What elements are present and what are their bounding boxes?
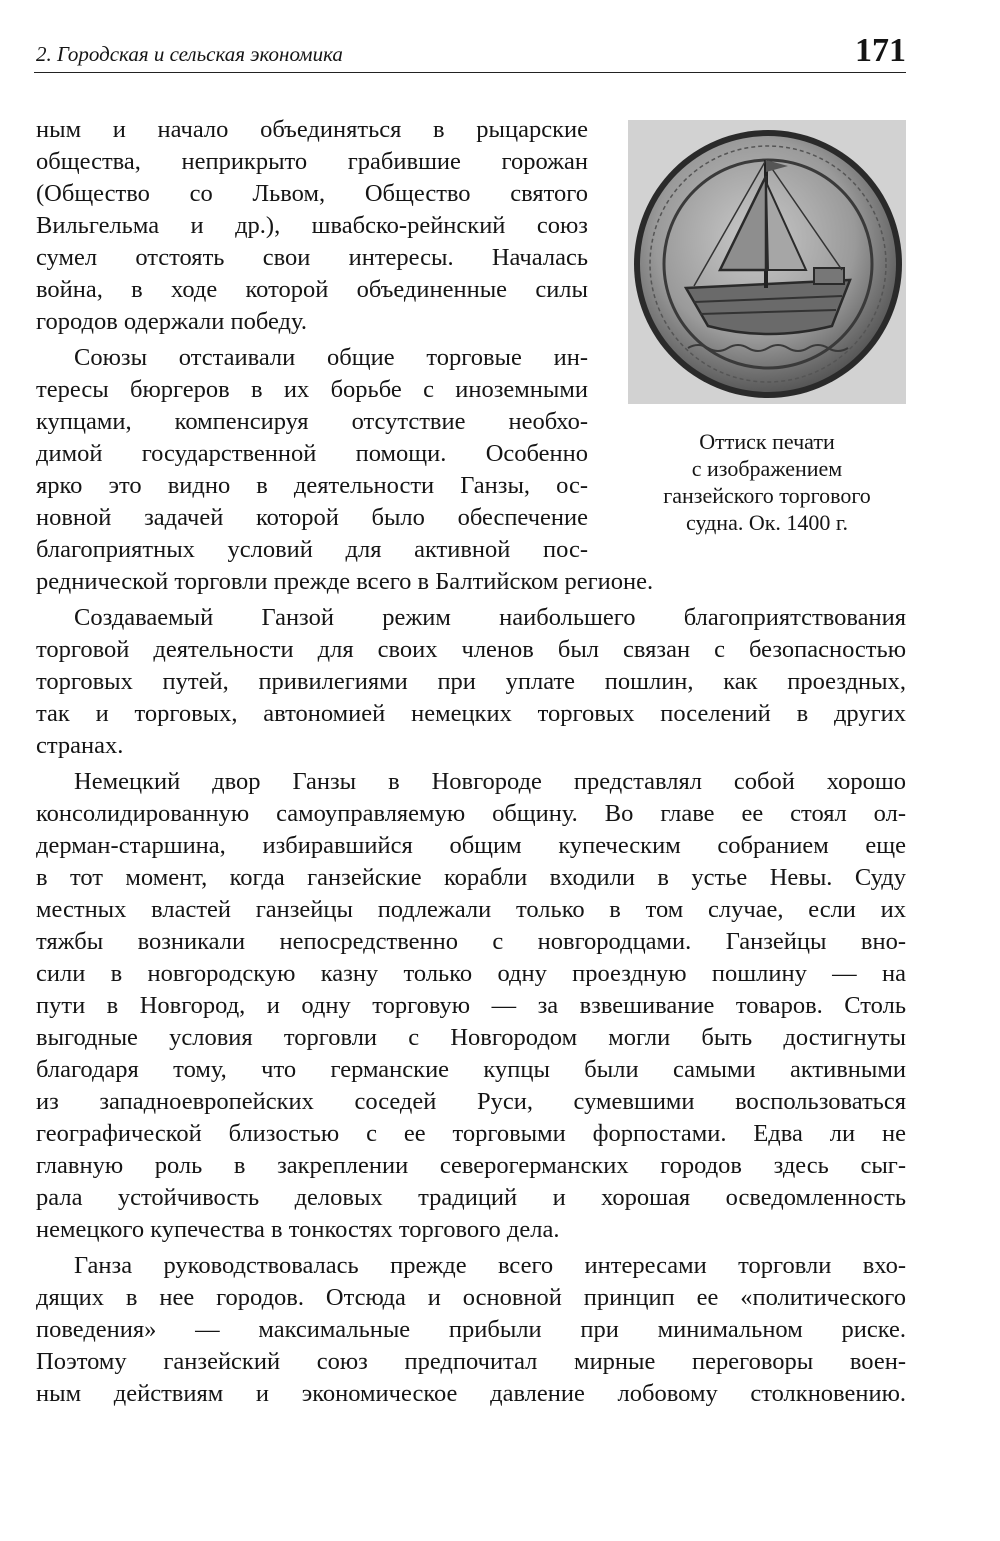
text-line: странах. (36, 732, 124, 759)
text-line: дящих в нее городов. Отсюда и основной принцип ее «политического (36, 1284, 906, 1311)
text-line: война, в ходе которой объединенные силы (36, 276, 588, 303)
text-line: благодаря тому, что германские купцы были самыми активными (36, 1056, 906, 1083)
text-line: купцами, компенсируя отсутствие необхо- (36, 408, 588, 435)
text-line: географической близостью с ее торговыми форпостами. Едва ли не (36, 1120, 906, 1147)
paragraph-first-line: Ганза руководствовалась прежде всего интересами торговли вхо- (74, 1252, 906, 1279)
text-line: ным и начало объединяться в рыцарские (36, 116, 588, 143)
page-number: 171 (855, 32, 906, 69)
text-line: ярко это видно в деятельности Ганзы, ос- (36, 472, 588, 499)
text-line: пути в Новгород, и одну торговую — за взвешивание товаров. Столь (36, 992, 906, 1019)
text-line: новной задачей которой было обеспечение (36, 504, 588, 531)
text-line: немецкого купечества в тонкостях торгового дела. (36, 1216, 560, 1243)
text-line: так и торговых, автономией немецких торговых поселений в других (36, 700, 906, 727)
caption-line: с изображением (691, 456, 843, 481)
running-header (34, 32, 906, 73)
figure-caption (612, 428, 922, 536)
text-line: из западноевропейских соседей Руси, сумевшими воспользоваться (36, 1088, 906, 1115)
text-line: рала устойчивость деловых традиций и хорошая осведомленность (36, 1184, 906, 1211)
text-line: тяжбы возникали непосредственно с новгородцами. Ганзейцы вно- (36, 928, 906, 955)
text-line: сили в новгородскую казну только одну проездную пошлину — на (36, 960, 906, 987)
paragraph-first-line: Создаваемый Ганзой режим наибольшего благоприятствования (74, 604, 906, 631)
text-line: выгодные условия торговли с Новгородом могли быть достигнуты (36, 1024, 906, 1051)
text-line: реднической торговли прежде всего в Балтийском регионе. (36, 568, 654, 595)
paragraph-first-line: Союзы отстаивали общие торговые ин- (74, 344, 588, 371)
text-line: поведения» — максимальные прибыли при минимальном риске. (36, 1316, 906, 1343)
text-line: дерман-старшина, избиравшийся общим купеческим собранием еще (36, 832, 906, 859)
text-line: местных властей ганзейцы подлежали только в том случае, если их (36, 896, 906, 923)
text-line: общества, неприкрыто грабившие горожан (36, 148, 588, 175)
text-line: сумел отстоять свои интересы. Началась (36, 244, 588, 271)
section-title: 2. Городская и сельская экономика (36, 42, 343, 66)
text-line: торговой деятельности для своих членов был связан с безопасностью (36, 636, 906, 663)
paragraph-first-line: Немецкий двор Ганзы в Новгороде представлял собой хорошо (74, 768, 906, 795)
text-line: благоприятных условий для активной пос- (36, 536, 588, 563)
text-line: ным действиям и экономическое давление лобовому столкновению. (36, 1380, 906, 1407)
text-line: димой государственной помощи. Особенно (36, 440, 588, 467)
text-line: тересы бюргеров в их борьбе с иноземными (36, 376, 588, 403)
text-line: торговых путей, привилегиями при уплате пошлин, как проездных, (36, 668, 906, 695)
seal-figure (628, 120, 906, 404)
text-line: консолидированную самоуправляемую общину. Во главе ее стоял ол- (36, 800, 906, 827)
text-line: Поэтому ганзейский союз предпочитал мирные переговоры воен- (36, 1348, 906, 1375)
seal-with-ship-icon (628, 120, 906, 404)
text-line: главную роль в закреплении северогерманских городов здесь сыг- (36, 1152, 906, 1179)
caption-line: ганзейского торгового (663, 483, 871, 508)
text-line: Вильгельма и др.), швабско-рейнский союз (36, 212, 588, 239)
text-line: в тот момент, когда ганзейские корабли входили в устье Невы. Суду (36, 864, 906, 891)
caption-line: судна. Ок. 1400 г. (686, 510, 848, 535)
text-line: городов одержали победу. (36, 308, 307, 335)
caption-line: Оттиск печати (699, 429, 835, 454)
text-line: (Общество со Львом, Общество святого (36, 180, 588, 207)
